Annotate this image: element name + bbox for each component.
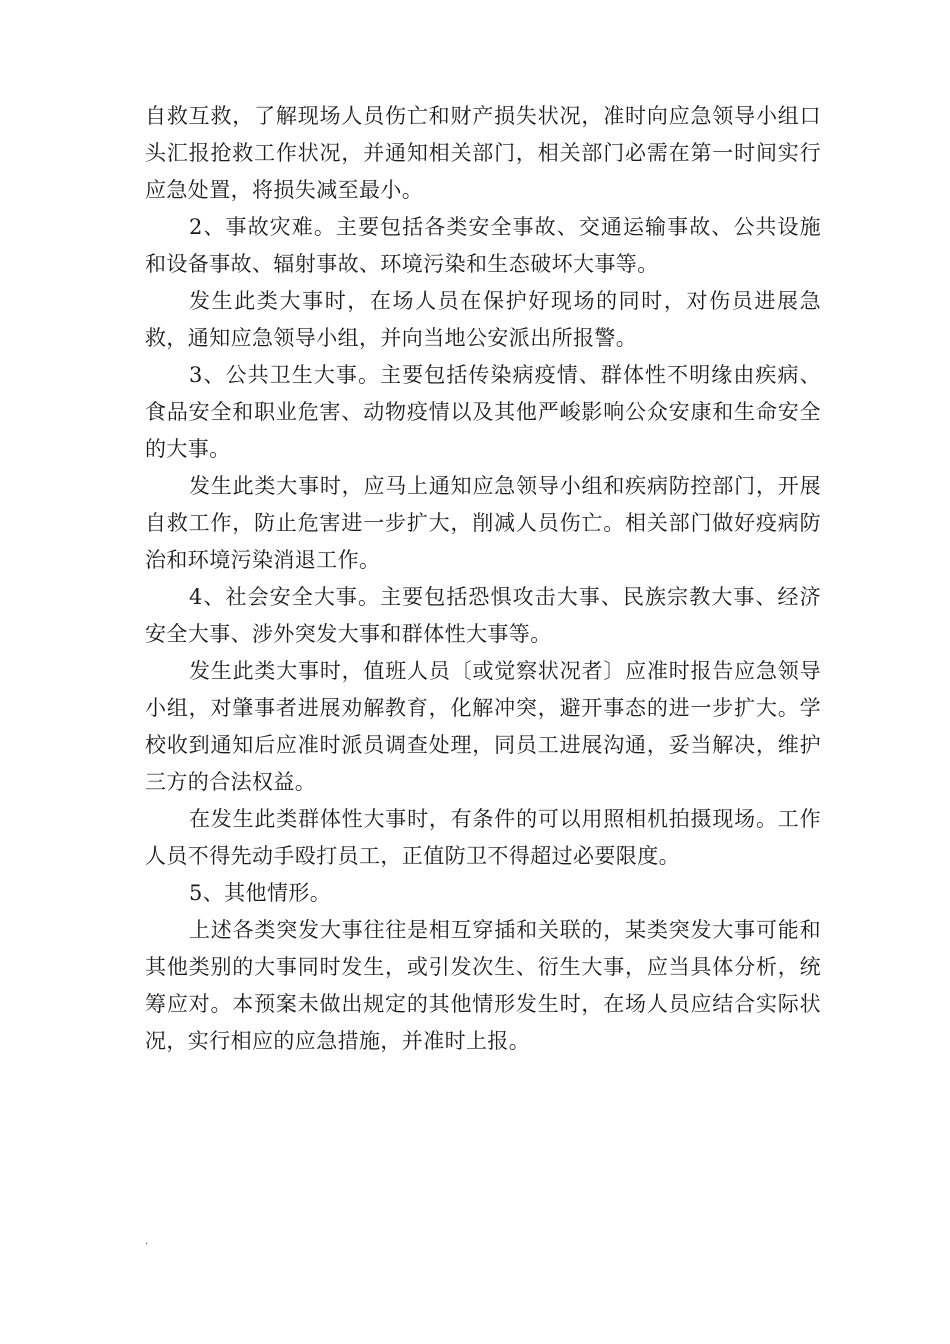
paragraph-group-incident: 在发生此类群体性大事时，有条件的可以用照相机拍摄现场。工作人员不得先动手殴打员工，正值防卫不得超过必要限度。 bbox=[145, 807, 821, 868]
paragraph-continuation: 自救互救，了解现场人员伤亡和财产损失状况，准时向应急领导小组口头汇报抢救工作状况，并通知相关部门，相关部门必需在第一时间实行应急处置，将损失减至最小。 bbox=[145, 104, 821, 202]
paragraph-social-security-response: 发生此类大事时，值班人员〔或觉察状况者〕应准时报告应急领导小组，对肇事者进展劝解教育，化解冲突，避开事态的进一步扩大。学校收到通知后应准时派员调查处理，同员工进展沟通，妥当解决，维护三方的合法权益。 bbox=[145, 659, 821, 794]
paragraph-accident-disasters: 2、事故灾难。主要包括各类安全事故、交通运输事故、公共设施和设备事故、辐射事故、环境污染和生态破坏大事等。 bbox=[145, 215, 821, 276]
paragraph-public-health-response: 发生此类大事时，应马上通知应急领导小组和疾病防控部门，开展自救工作，防止危害进一步扩大，削减人员伤亡。相关部门做好疫病防治和环境污染消退工作。 bbox=[145, 474, 821, 572]
paragraph-other-situations: 5、其他情形。 bbox=[189, 881, 332, 905]
paragraph-public-health: 3、公共卫生大事。主要包括传染病疫情、群体性不明缘由疾病、食品安全和职业危害、动物疫情以及其他严峻影响公众安康和生命安全的大事。 bbox=[145, 363, 821, 461]
paragraph-accident-response: 发生此类大事时，在场人员在保护好现场的同时，对伤员进展急救，通知应急领导小组，并向当地公安派出所报警。 bbox=[145, 289, 821, 350]
footer-mark: . bbox=[145, 1236, 149, 1247]
paragraph-social-security: 4、社会安全大事。主要包括恐惧攻击大事、民族宗教大事、经济安全大事、涉外突发大事和群体性大事等。 bbox=[145, 585, 821, 646]
paragraph-summary: 上述各类突发大事往往是相互穿插和关联的，某类突发大事可能和其他类别的大事同时发生，或引发次生、衍生大事，应当具体分析，统筹应对。本预案未做出规定的其他情形发生时，在场人员应结合实际状况，实行相应的应急措施，并准时上报。 bbox=[145, 918, 821, 1053]
document-body bbox=[145, 98, 821, 1060]
